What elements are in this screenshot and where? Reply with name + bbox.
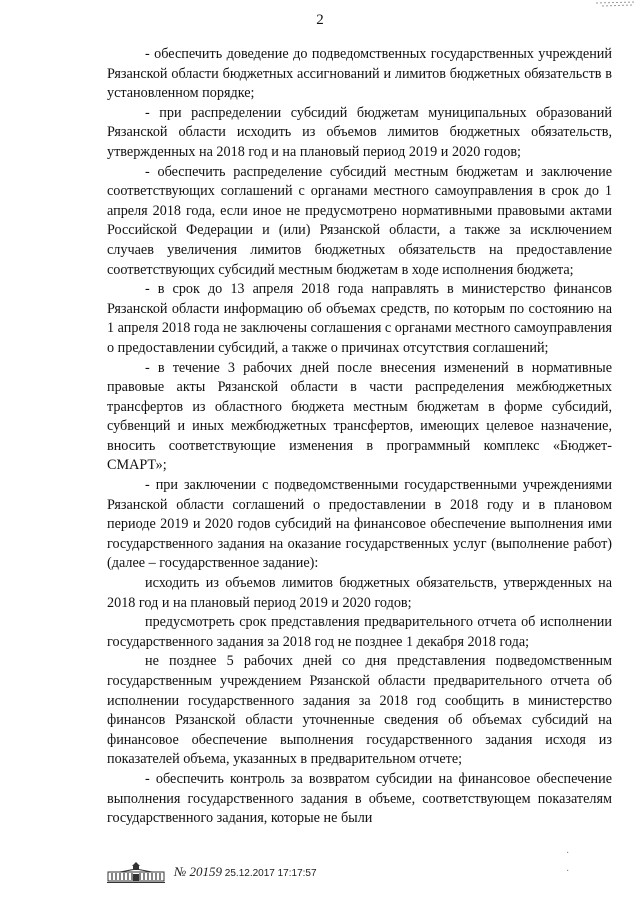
scan-speck: ·	[566, 848, 570, 859]
document-footer	[106, 858, 317, 884]
paragraph-9: не позднее 5 рабочих дней со дня представления подведомственным государственным учреждением Рязанской области предварительного отчета об исполнении государственного задания за 2018 год сообщить в министерство финансов Рязанской области уточненные сведения об объемах субсидий на финансовое обеспечение выполнения государственного задания исходя из показателей объема, указанных в предварительном отчете;	[107, 653, 612, 768]
paragraph-6: - при заключении с подведомственными государственными учреждениями Рязанской области соглашений о предоставлении в 2018 году и в плановом периоде 2019 и 2020 годов субсидий на финансовое обеспечение выполнения ими государственного задания на оказание государственных услуг (выполнение работ) (далее – государственное задание):	[107, 477, 612, 572]
paragraph-7: исходить из объемов лимитов бюджетных обязательств, утвержденных на 2018 год и на плановый период 2019 и 2020 годов;	[107, 575, 612, 611]
government-building-icon	[106, 860, 166, 884]
paragraph-3: - обеспечить распределение субсидий местным бюджетам и заключение соответствующих соглашений с органами местного самоуправления в срок до 1 апреля 2018 года, если иное не предусмотрено нормативными правовыми актами Российской Федерации и (или) Рязанской области, а также за исключением случаев увеличения лимитов бюджетных обязательств на предоставление соответствующих субсидий местным бюджетам в ходе исполнения бюджета;	[107, 163, 612, 278]
paragraph-10: - обеспечить контроль за возвратом субсидии на финансовое обеспечение выполнения государственного задания в объеме, соответствующем показателям государственного задания, которые не были	[107, 770, 612, 827]
scan-artifact	[592, 0, 640, 10]
document-number: № 20159	[174, 864, 223, 879]
paragraph-5: - в течение 3 рабочих дней после внесения изменений в нормативные правовые акты Рязанской области в части распределения межбюджетных трансфертов из областного бюджета местным бюджетам в форме субсидий, субвенций и иных межбюджетных трансфертов, имеющих целевое назначение, вносить соответствующие изменения в программный комплекс «Бюджет-СМАРТ»;	[107, 359, 612, 474]
page-number: 2	[316, 12, 324, 28]
document-body	[107, 45, 612, 829]
paragraph-4: - в срок до 13 апреля 2018 года направлять в министерство финансов Рязанской области информацию об объемах средств, по которым по состоянию на 1 апреля 2018 года не заключены соглашения с органами местного самоуправления о предоставлении субсидий, а также о причинах отсутствия соглашений;	[107, 281, 612, 356]
scan-speck: ·	[566, 866, 570, 877]
paragraph-1: - обеспечить доведение до подведомственных государственных учреждений Рязанской области бюджетных ассигнований и лимитов бюджетных обязательств в установленном порядке;	[107, 46, 612, 102]
document-timestamp: 25.12.2017 17:17:57	[224, 868, 317, 879]
paragraph-8: предусмотреть срок представления предварительного отчета об исполнении государственного задания за 2018 год не позднее 1 декабря 2018 года;	[107, 614, 612, 650]
paragraph-2: - при распределении субсидий бюджетам муниципальных образований Рязанской области исходить из объемов лимитов бюджетных обязательств, утвержденных на 2018 год и на плановый период 2019 и 2020 годов;	[107, 104, 612, 160]
